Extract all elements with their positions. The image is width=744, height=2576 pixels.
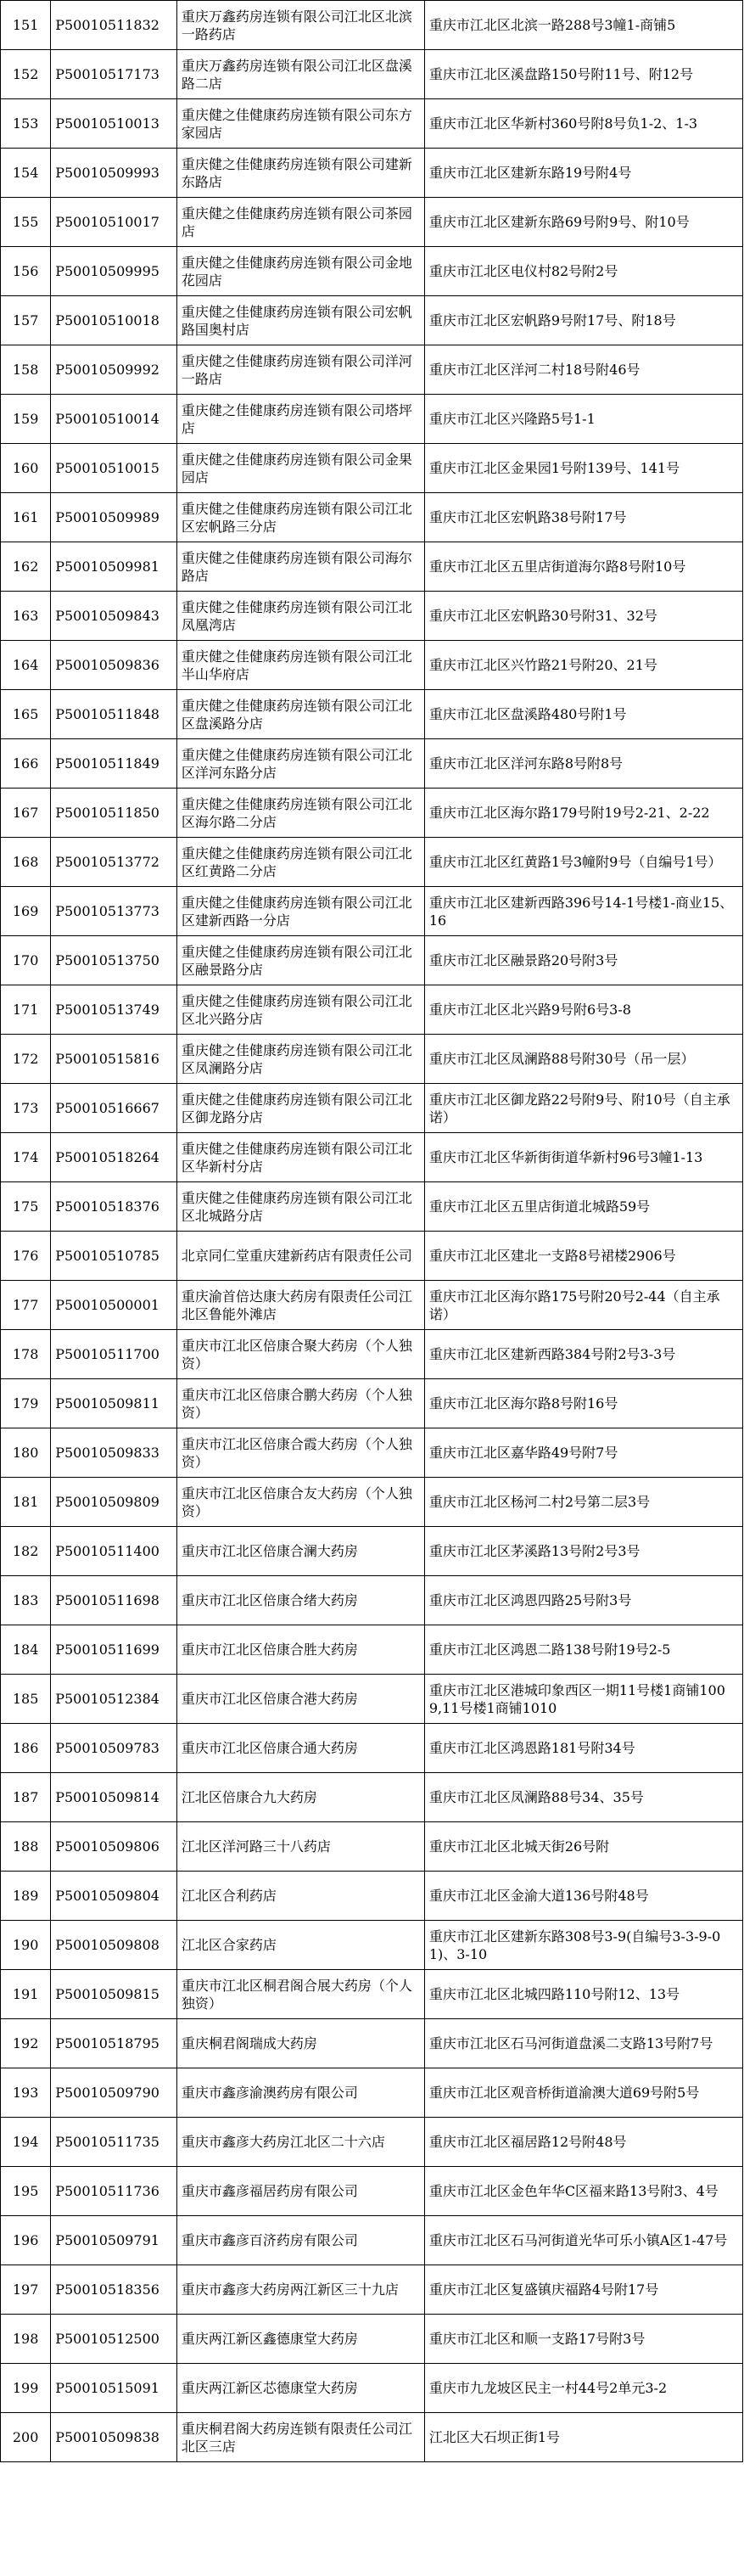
address-cell: 重庆市江北区杨河二村2号第二层3号 bbox=[424, 1478, 742, 1527]
registry-code-cell: P50010509804 bbox=[51, 1872, 177, 1921]
table-row bbox=[1, 2216, 743, 2265]
address-cell: 重庆市江北区五里店街道海尔路8号附10号 bbox=[424, 542, 742, 592]
table-row bbox=[1, 2364, 743, 2413]
row-number-cell: 166 bbox=[1, 739, 51, 789]
address-cell: 重庆市江北区华新村360号附8号负1-2、1-3 bbox=[424, 99, 742, 149]
pharmacy-name-cell: 重庆市鑫彦大药房江北区二十六店 bbox=[176, 2118, 424, 2167]
pharmacy-name-cell: 江北区倍康合九大药房 bbox=[176, 1773, 424, 1822]
pharmacy-name-cell: 北京同仁堂重庆建新药店有限责任公司 bbox=[176, 1232, 424, 1281]
pharmacy-name-cell: 重庆桐君阁瑞成大药房 bbox=[176, 2019, 424, 2068]
pharmacy-name-cell: 重庆两江新区芯德康堂大药房 bbox=[176, 2364, 424, 2413]
pharmacy-name-cell: 重庆市江北区桐君阁合展大药房（个人独资） bbox=[176, 1970, 424, 2019]
registry-code-cell: P50010518795 bbox=[51, 2019, 177, 2068]
table-row bbox=[1, 1478, 743, 1527]
address-cell: 重庆市江北区建新西路384号附2号3-3号 bbox=[424, 1330, 742, 1379]
registry-code-cell: P50010511849 bbox=[51, 739, 177, 789]
address-cell: 重庆市江北区海尔路8号附16号 bbox=[424, 1379, 742, 1428]
registry-code-cell: P50010509809 bbox=[51, 1478, 177, 1527]
registry-code-cell: P50010511850 bbox=[51, 789, 177, 838]
pharmacy-name-cell: 重庆万鑫药房连锁有限公司江北区盘溪路二店 bbox=[176, 50, 424, 99]
table-row bbox=[1, 1822, 743, 1872]
registry-code-cell: P50010509989 bbox=[51, 493, 177, 542]
pharmacy-name-cell: 重庆健之佳健康药房连锁有限公司江北区御龙路分店 bbox=[176, 1084, 424, 1133]
row-number-cell: 186 bbox=[1, 1724, 51, 1773]
row-number-cell: 151 bbox=[1, 1, 51, 50]
table-row bbox=[1, 592, 743, 641]
row-number-cell: 185 bbox=[1, 1675, 51, 1724]
table-row bbox=[1, 887, 743, 936]
table-row bbox=[1, 2265, 743, 2315]
table-row bbox=[1, 985, 743, 1035]
row-number-cell: 197 bbox=[1, 2265, 51, 2315]
pharmacy-name-cell: 重庆市江北区倍康合通大药房 bbox=[176, 1724, 424, 1773]
row-number-cell: 187 bbox=[1, 1773, 51, 1822]
row-number-cell: 192 bbox=[1, 2019, 51, 2068]
table-row bbox=[1, 1921, 743, 1970]
table-row bbox=[1, 1281, 743, 1330]
row-number-cell: 164 bbox=[1, 641, 51, 690]
address-cell: 重庆市江北区茅溪路13号附2号3号 bbox=[424, 1527, 742, 1576]
table-row bbox=[1, 50, 743, 99]
row-number-cell: 198 bbox=[1, 2315, 51, 2364]
registry-code-cell: P50010509981 bbox=[51, 542, 177, 592]
pharmacy-name-cell: 重庆健之佳健康药房连锁有限公司江北区宏帆路三分店 bbox=[176, 493, 424, 542]
row-number-cell: 155 bbox=[1, 198, 51, 247]
table-row bbox=[1, 1576, 743, 1625]
pharmacy-name-cell: 重庆渝首倍达康大药房有限责任公司江北区鲁能外滩店 bbox=[176, 1281, 424, 1330]
pharmacy-name-cell: 重庆健之佳健康药房连锁有限公司江北区凤澜路分店 bbox=[176, 1035, 424, 1084]
address-cell: 重庆市江北区港城印象西区一期11号楼1商铺1009,11号楼1商铺1010 bbox=[424, 1675, 742, 1724]
row-number-cell: 195 bbox=[1, 2167, 51, 2216]
row-number-cell: 156 bbox=[1, 247, 51, 296]
pharmacy-name-cell: 江北区合家药店 bbox=[176, 1921, 424, 1970]
pharmacy-name-cell: 重庆健之佳健康药房连锁有限公司江北区红黄路二分店 bbox=[176, 838, 424, 887]
address-cell: 重庆市江北区溪盘路150号附11号、附12号 bbox=[424, 50, 742, 99]
address-cell: 重庆市江北区建新东路308号3-9(自编号3-3-9-01)、3-10 bbox=[424, 1921, 742, 1970]
pharmacy-name-cell: 重庆健之佳健康药房连锁有限公司金果园店 bbox=[176, 444, 424, 493]
row-number-cell: 200 bbox=[1, 2413, 51, 2462]
table-row bbox=[1, 936, 743, 985]
pharmacy-name-cell: 重庆市鑫彦百济药房有限公司 bbox=[176, 2216, 424, 2265]
row-number-cell: 165 bbox=[1, 690, 51, 739]
table-row bbox=[1, 1084, 743, 1133]
registry-code-cell: P50010509833 bbox=[51, 1428, 177, 1478]
address-cell: 重庆市江北区建新西路396号14-1号楼1-商业15、16 bbox=[424, 887, 742, 936]
address-cell: 重庆市江北区建新东路69号附9号、附10号 bbox=[424, 198, 742, 247]
table-row bbox=[1, 2068, 743, 2118]
registry-code-cell: P50010510017 bbox=[51, 198, 177, 247]
table-row bbox=[1, 2019, 743, 2068]
address-cell: 重庆市江北区兴竹路21号附20、21号 bbox=[424, 641, 742, 690]
row-number-cell: 163 bbox=[1, 592, 51, 641]
registry-code-cell: P50010509815 bbox=[51, 1970, 177, 2019]
address-cell: 重庆市江北区御龙路22号附9号、附10号（自主承诺） bbox=[424, 1084, 742, 1133]
table-row bbox=[1, 345, 743, 395]
table-row bbox=[1, 444, 743, 493]
row-number-cell: 157 bbox=[1, 296, 51, 345]
pharmacy-name-cell: 重庆健之佳健康药房连锁有限公司江北区洋河东路分店 bbox=[176, 739, 424, 789]
row-number-cell: 182 bbox=[1, 1527, 51, 1576]
pharmacy-name-cell: 重庆健之佳健康药房连锁有限公司海尔路店 bbox=[176, 542, 424, 592]
table-row bbox=[1, 1232, 743, 1281]
table-row bbox=[1, 1724, 743, 1773]
registry-code-cell: P50010517173 bbox=[51, 50, 177, 99]
registry-code-cell: P50010513773 bbox=[51, 887, 177, 936]
registry-code-cell: P50010513749 bbox=[51, 985, 177, 1035]
address-cell: 重庆市江北区五里店街道北城路59号 bbox=[424, 1182, 742, 1232]
pharmacy-name-cell: 重庆市江北区倍康合胜大药房 bbox=[176, 1625, 424, 1675]
table-row bbox=[1, 2118, 743, 2167]
registry-code-cell: P50010512384 bbox=[51, 1675, 177, 1724]
table-row bbox=[1, 1527, 743, 1576]
address-cell: 重庆市江北区观音桥街道渝澳大道69号附5号 bbox=[424, 2068, 742, 2118]
address-cell: 重庆市江北区石马河街道盘溪二支路13号附7号 bbox=[424, 2019, 742, 2068]
pharmacy-name-cell: 重庆健之佳健康药房连锁有限公司江北半山华府店 bbox=[176, 641, 424, 690]
row-number-cell: 170 bbox=[1, 936, 51, 985]
address-cell: 重庆市江北区和顺一支路17号附3号 bbox=[424, 2315, 742, 2364]
address-cell: 重庆市江北区建北一支路8号裙楼2906号 bbox=[424, 1232, 742, 1281]
pharmacy-name-cell: 重庆健之佳健康药房连锁有限公司江北区北兴路分店 bbox=[176, 985, 424, 1035]
table-row bbox=[1, 1428, 743, 1478]
table-row bbox=[1, 641, 743, 690]
address-cell: 重庆市江北区洋河二村18号附46号 bbox=[424, 345, 742, 395]
pharmacy-name-cell: 重庆健之佳健康药房连锁有限公司江北凤凰湾店 bbox=[176, 592, 424, 641]
address-cell: 重庆市江北区嘉华路49号附7号 bbox=[424, 1428, 742, 1478]
address-cell: 重庆市江北区金色年华C区福来路13号附3、4号 bbox=[424, 2167, 742, 2216]
address-cell: 重庆市江北区宏帆路38号附17号 bbox=[424, 493, 742, 542]
pharmacy-name-cell: 江北区合利药店 bbox=[176, 1872, 424, 1921]
pharmacy-name-cell: 重庆市鑫彦福居药房有限公司 bbox=[176, 2167, 424, 2216]
table-row bbox=[1, 1, 743, 50]
row-number-cell: 152 bbox=[1, 50, 51, 99]
pharmacy-name-cell: 重庆健之佳健康药房连锁有限公司江北区盘溪路分店 bbox=[176, 690, 424, 739]
registry-code-cell: P50010509992 bbox=[51, 345, 177, 395]
address-cell: 重庆市江北区兴隆路5号1-1 bbox=[424, 395, 742, 444]
address-cell: 重庆市九龙坡区民主一村44号2单元3-2 bbox=[424, 2364, 742, 2413]
table-row bbox=[1, 1182, 743, 1232]
pharmacy-name-cell: 重庆市江北区倍康合鹏大药房（个人独资） bbox=[176, 1379, 424, 1428]
address-cell: 重庆市江北区海尔路175号附20号2-44（自主承诺） bbox=[424, 1281, 742, 1330]
address-cell: 江北区大石坝正街1号 bbox=[424, 2413, 742, 2462]
row-number-cell: 177 bbox=[1, 1281, 51, 1330]
registry-code-cell: P50010509806 bbox=[51, 1822, 177, 1872]
address-cell: 重庆市江北区鸿恩四路25号附3号 bbox=[424, 1576, 742, 1625]
row-number-cell: 171 bbox=[1, 985, 51, 1035]
address-cell: 重庆市江北区华新街街道华新村96号3幢1-13 bbox=[424, 1133, 742, 1182]
pharmacy-name-cell: 重庆万鑫药房连锁有限公司江北区北滨一路药店 bbox=[176, 1, 424, 50]
registry-code-cell: P50010511832 bbox=[51, 1, 177, 50]
row-number-cell: 175 bbox=[1, 1182, 51, 1232]
pharmacy-name-cell: 重庆健之佳健康药房连锁有限公司金地花园店 bbox=[176, 247, 424, 296]
pharmacy-name-cell: 重庆市江北区倍康合霞大药房（个人独资） bbox=[176, 1428, 424, 1478]
registry-code-cell: P50010510785 bbox=[51, 1232, 177, 1281]
row-number-cell: 199 bbox=[1, 2364, 51, 2413]
address-cell: 重庆市江北区宏帆路30号附31、32号 bbox=[424, 592, 742, 641]
pharmacy-name-cell: 重庆健之佳健康药房连锁有限公司宏帆路国奥村店 bbox=[176, 296, 424, 345]
pharmacy-name-cell: 重庆市鑫彦大药房两江新区三十九店 bbox=[176, 2265, 424, 2315]
pharmacy-name-cell: 重庆桐君阁大药房连锁有限责任公司江北区三店 bbox=[176, 2413, 424, 2462]
registry-code-cell: P50010511699 bbox=[51, 1625, 177, 1675]
row-number-cell: 173 bbox=[1, 1084, 51, 1133]
address-cell: 重庆市江北区金渝大道136号附48号 bbox=[424, 1872, 742, 1921]
pharmacy-name-cell: 重庆市江北区倍康合友大药房（个人独资） bbox=[176, 1478, 424, 1527]
table-row bbox=[1, 2413, 743, 2462]
address-cell: 重庆市江北区福居路12号附48号 bbox=[424, 2118, 742, 2167]
registry-code-cell: P50010500001 bbox=[51, 1281, 177, 1330]
address-cell: 重庆市江北区北城四路110号附12、13号 bbox=[424, 1970, 742, 2019]
table-row bbox=[1, 739, 743, 789]
row-number-cell: 162 bbox=[1, 542, 51, 592]
row-number-cell: 180 bbox=[1, 1428, 51, 1478]
row-number-cell: 189 bbox=[1, 1872, 51, 1921]
row-number-cell: 193 bbox=[1, 2068, 51, 2118]
row-number-cell: 159 bbox=[1, 395, 51, 444]
table-row bbox=[1, 2167, 743, 2216]
registry-code-cell: P50010513750 bbox=[51, 936, 177, 985]
registry-code-cell: P50010516667 bbox=[51, 1084, 177, 1133]
pharmacy-name-cell: 重庆市江北区倍康合澜大药房 bbox=[176, 1527, 424, 1576]
pharmacy-name-cell: 江北区洋河路三十八药店 bbox=[176, 1822, 424, 1872]
row-number-cell: 183 bbox=[1, 1576, 51, 1625]
registry-code-cell: P50010510018 bbox=[51, 296, 177, 345]
row-number-cell: 174 bbox=[1, 1133, 51, 1182]
address-cell: 重庆市江北区北城天街26号附 bbox=[424, 1822, 742, 1872]
address-cell: 重庆市江北区鸿恩二路138号附19号2-5 bbox=[424, 1625, 742, 1675]
address-cell: 重庆市江北区盘溪路480号附1号 bbox=[424, 690, 742, 739]
registry-code-cell: P50010509838 bbox=[51, 2413, 177, 2462]
address-cell: 重庆市江北区北滨一路288号3幢1-商铺5 bbox=[424, 1, 742, 50]
table-row bbox=[1, 2315, 743, 2364]
registry-code-cell: P50010511735 bbox=[51, 2118, 177, 2167]
table-row bbox=[1, 1675, 743, 1724]
table-row bbox=[1, 1330, 743, 1379]
pharmacy-name-cell: 重庆健之佳健康药房连锁有限公司建新东路店 bbox=[176, 149, 424, 198]
pharmacy-name-cell: 重庆两江新区鑫德康堂大药房 bbox=[176, 2315, 424, 2364]
row-number-cell: 168 bbox=[1, 838, 51, 887]
address-cell: 重庆市江北区凤澜路88号34、35号 bbox=[424, 1773, 742, 1822]
address-cell: 重庆市江北区建新东路19号附4号 bbox=[424, 149, 742, 198]
registry-code-cell: P50010515816 bbox=[51, 1035, 177, 1084]
pharmacy-name-cell: 重庆健之佳健康药房连锁有限公司江北区建新西路一分店 bbox=[176, 887, 424, 936]
registry-code-cell: P50010518264 bbox=[51, 1133, 177, 1182]
address-cell: 重庆市江北区红黄路1号3幢附9号（自编号1号） bbox=[424, 838, 742, 887]
row-number-cell: 188 bbox=[1, 1822, 51, 1872]
registry-code-cell: P50010511698 bbox=[51, 1576, 177, 1625]
table-row bbox=[1, 690, 743, 739]
table-row bbox=[1, 1133, 743, 1182]
table-row bbox=[1, 149, 743, 198]
registry-code-cell: P50010509836 bbox=[51, 641, 177, 690]
address-cell: 重庆市江北区洋河东路8号附8号 bbox=[424, 739, 742, 789]
pharmacy-name-cell: 重庆市江北区倍康合聚大药房（个人独资） bbox=[176, 1330, 424, 1379]
table-row bbox=[1, 838, 743, 887]
pharmacy-name-cell: 重庆健之佳健康药房连锁有限公司江北区融景路分店 bbox=[176, 936, 424, 985]
row-number-cell: 181 bbox=[1, 1478, 51, 1527]
table-row bbox=[1, 395, 743, 444]
row-number-cell: 190 bbox=[1, 1921, 51, 1970]
registry-code-cell: P50010513772 bbox=[51, 838, 177, 887]
registry-code-cell: P50010509993 bbox=[51, 149, 177, 198]
address-cell: 重庆市江北区石马河街道光华可乐小镇A区1-47号 bbox=[424, 2216, 742, 2265]
table-row bbox=[1, 1035, 743, 1084]
registry-code-cell: P50010518376 bbox=[51, 1182, 177, 1232]
registry-code-cell: P50010510014 bbox=[51, 395, 177, 444]
registry-code-cell: P50010509995 bbox=[51, 247, 177, 296]
row-number-cell: 194 bbox=[1, 2118, 51, 2167]
pharmacy-name-cell: 重庆市江北区倍康合港大药房 bbox=[176, 1675, 424, 1724]
pharmacy-name-cell: 重庆健之佳健康药房连锁有限公司茶园店 bbox=[176, 198, 424, 247]
table-row bbox=[1, 1773, 743, 1822]
table-row bbox=[1, 1970, 743, 2019]
address-cell: 重庆市江北区电仪村82号附2号 bbox=[424, 247, 742, 296]
registry-code-cell: P50010509783 bbox=[51, 1724, 177, 1773]
address-cell: 重庆市江北区凤澜路88号附30号（吊一层） bbox=[424, 1035, 742, 1084]
row-number-cell: 196 bbox=[1, 2216, 51, 2265]
row-number-cell: 160 bbox=[1, 444, 51, 493]
table-row bbox=[1, 247, 743, 296]
table-body bbox=[1, 1, 743, 2462]
row-number-cell: 154 bbox=[1, 149, 51, 198]
registry-code-cell: P50010509811 bbox=[51, 1379, 177, 1428]
registry-code-cell: P50010509808 bbox=[51, 1921, 177, 1970]
address-cell: 重庆市江北区北兴路9号附6号3-8 bbox=[424, 985, 742, 1035]
address-cell: 重庆市江北区海尔路179号附19号2-21、2-22 bbox=[424, 789, 742, 838]
registry-code-cell: P50010511736 bbox=[51, 2167, 177, 2216]
pharmacy-name-cell: 重庆健之佳健康药房连锁有限公司洋河一路店 bbox=[176, 345, 424, 395]
row-number-cell: 158 bbox=[1, 345, 51, 395]
registry-code-cell: P50010509843 bbox=[51, 592, 177, 641]
pharmacy-name-cell: 重庆市江北区倍康合绪大药房 bbox=[176, 1576, 424, 1625]
table-row bbox=[1, 789, 743, 838]
registry-code-cell: P50010510015 bbox=[51, 444, 177, 493]
registry-code-cell: P50010510013 bbox=[51, 99, 177, 149]
row-number-cell: 191 bbox=[1, 1970, 51, 2019]
address-cell: 重庆市江北区复盛镇庆福路4号附17号 bbox=[424, 2265, 742, 2315]
registry-code-cell: P50010509790 bbox=[51, 2068, 177, 2118]
row-number-cell: 184 bbox=[1, 1625, 51, 1675]
row-number-cell: 179 bbox=[1, 1379, 51, 1428]
address-cell: 重庆市江北区鸿恩路181号附34号 bbox=[424, 1724, 742, 1773]
row-number-cell: 153 bbox=[1, 99, 51, 149]
table-row bbox=[1, 493, 743, 542]
pharmacy-name-cell: 重庆市鑫彦渝澳药房有限公司 bbox=[176, 2068, 424, 2118]
table-row bbox=[1, 198, 743, 247]
row-number-cell: 178 bbox=[1, 1330, 51, 1379]
row-number-cell: 169 bbox=[1, 887, 51, 936]
registry-code-cell: P50010509791 bbox=[51, 2216, 177, 2265]
pharmacy-name-cell: 重庆健之佳健康药房连锁有限公司东方家园店 bbox=[176, 99, 424, 149]
registry-code-cell: P50010509814 bbox=[51, 1773, 177, 1822]
registry-code-cell: P50010512500 bbox=[51, 2315, 177, 2364]
row-number-cell: 161 bbox=[1, 493, 51, 542]
table-row bbox=[1, 1872, 743, 1921]
row-number-cell: 172 bbox=[1, 1035, 51, 1084]
row-number-cell: 167 bbox=[1, 789, 51, 838]
pharmacy-name-cell: 重庆健之佳健康药房连锁有限公司江北区华新村分店 bbox=[176, 1133, 424, 1182]
registry-code-cell: P50010511400 bbox=[51, 1527, 177, 1576]
registry-code-cell: P50010511700 bbox=[51, 1330, 177, 1379]
table-row bbox=[1, 296, 743, 345]
table-row bbox=[1, 99, 743, 149]
row-number-cell: 176 bbox=[1, 1232, 51, 1281]
pharmacy-name-cell: 重庆健之佳健康药房连锁有限公司塔坪店 bbox=[176, 395, 424, 444]
registry-code-cell: P50010515091 bbox=[51, 2364, 177, 2413]
pharmacy-name-cell: 重庆健之佳健康药房连锁有限公司江北区北城路分店 bbox=[176, 1182, 424, 1232]
address-cell: 重庆市江北区宏帆路9号附17号、附18号 bbox=[424, 296, 742, 345]
address-cell: 重庆市江北区金果园1号附139号、141号 bbox=[424, 444, 742, 493]
registry-code-cell: P50010511848 bbox=[51, 690, 177, 739]
registry-code-cell: P50010518356 bbox=[51, 2265, 177, 2315]
pharmacy-name-cell: 重庆健之佳健康药房连锁有限公司江北区海尔路二分店 bbox=[176, 789, 424, 838]
table-row bbox=[1, 1625, 743, 1675]
address-cell: 重庆市江北区融景路20号附3号 bbox=[424, 936, 742, 985]
table-row bbox=[1, 542, 743, 592]
table-row bbox=[1, 1379, 743, 1428]
